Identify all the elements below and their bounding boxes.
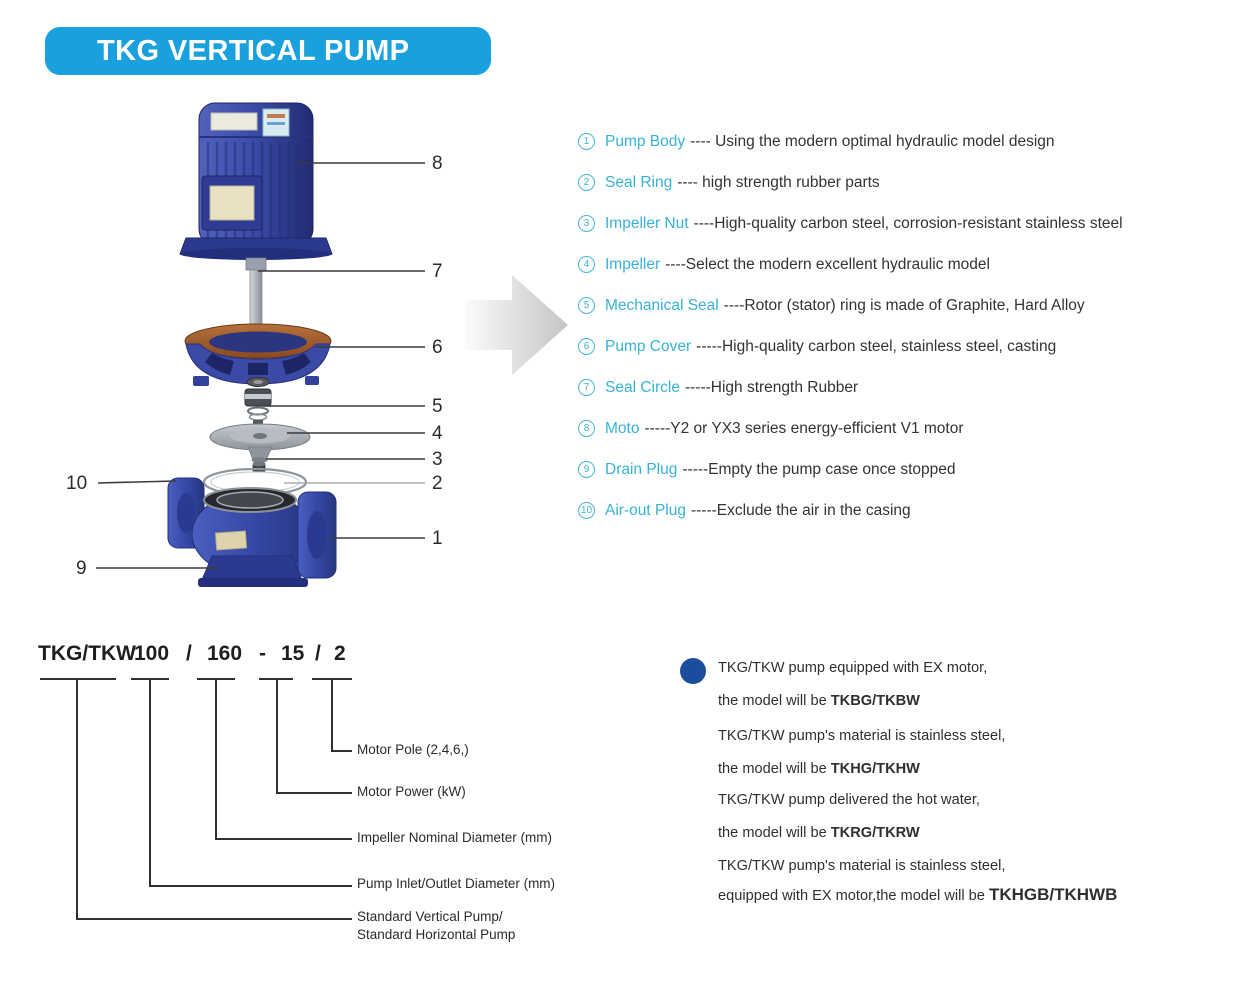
part-number-badge: 10 [578, 502, 595, 519]
bullet-icon [680, 658, 706, 684]
part-item-pump-body [578, 121, 1234, 162]
model-nomenclature [0, 628, 620, 978]
part-number-badge: 8 [578, 420, 595, 437]
note-line [718, 885, 1117, 905]
part-number-badge: 1 [578, 133, 595, 150]
impeller [210, 424, 310, 463]
pump-cover [185, 324, 331, 386]
callout-number-1: 1 [432, 528, 443, 549]
part-name: Air-out Plug [605, 501, 686, 519]
part-item-impeller-nut [578, 203, 1234, 244]
motor-nameplate [211, 113, 257, 130]
variant-model-code: TKBG/TKBW [830, 693, 920, 709]
note-text: the model will be [718, 693, 831, 709]
label-motor-pole: Motor Pole (2,4,6,) [357, 742, 469, 757]
part-number-badge: 6 [578, 338, 595, 355]
connector-line [276, 792, 352, 794]
connector-line [331, 678, 333, 750]
part-item-seal-ring [578, 162, 1234, 203]
note-line [718, 761, 920, 777]
part-description: -----Y2 or YX3 series energy-efficient V1 motor [644, 419, 964, 437]
part-name: Impeller [605, 255, 661, 273]
part-item-seal-circle [578, 367, 1234, 408]
part-item-motor [578, 408, 1234, 449]
part-number-badge: 7 [578, 379, 595, 396]
variant-model-code: TKHG/TKHW [830, 761, 920, 777]
label-horizontal-pump: Standard Horizontal Pump [357, 927, 516, 942]
part-description: -----Empty the pump case once stopped [682, 460, 956, 478]
note-line: TKG/TKW pump's material is stainless steel, [718, 858, 1006, 874]
model-segment-inlet-outlet: 100 [134, 642, 170, 665]
part-name: Seal Circle [605, 378, 680, 396]
pump-exploded-diagram [0, 90, 580, 610]
callout-number-10: 10 [66, 473, 88, 494]
note-line [718, 693, 920, 709]
part-item-impeller [578, 244, 1234, 285]
connector-line [76, 918, 352, 920]
body-nameplate [215, 531, 246, 550]
underline-bar [40, 678, 116, 680]
page-title: TKG VERTICAL PUMP [97, 34, 410, 67]
mechanical-seal [245, 378, 271, 427]
label-vertical-pump: Standard Vertical Pump/ [357, 909, 503, 924]
impeller-nut [253, 462, 266, 473]
connector-line [215, 838, 352, 840]
part-item-pump-cover [578, 326, 1234, 367]
part-description: ----Rotor (stator) ring is made of Graphite, Hard Alloy [723, 296, 1085, 314]
part-number-badge: 9 [578, 461, 595, 478]
part-description: ----High-quality carbon steel, corrosion-resistant stainless steel [693, 214, 1123, 232]
part-number-badge: 4 [578, 256, 595, 273]
variant-model-code: TKRG/TKRW [830, 825, 920, 841]
part-description: -----Exclude the air in the casing [690, 501, 911, 519]
model-separator: / [186, 642, 192, 665]
model-segment-series: TKG/TKW [38, 642, 136, 665]
part-item-drain-plug [578, 449, 1234, 490]
connector-line [215, 678, 217, 838]
part-name: Pump Body [605, 132, 686, 150]
part-item-mechanical-seal [578, 285, 1234, 326]
title-banner [45, 27, 491, 75]
parts-list [578, 121, 1234, 531]
model-segment-motor-power: 15 [281, 642, 305, 665]
part-name: Seal Ring [605, 173, 673, 191]
model-variant-notes [678, 652, 1178, 952]
part-number-badge: 2 [578, 174, 595, 191]
part-name: Drain Plug [605, 460, 678, 478]
part-name: Mechanical Seal [605, 296, 719, 314]
variant-model-code: TKHGB/TKHWB [988, 885, 1118, 904]
model-separator: / [315, 642, 321, 665]
part-description: ---- high strength rubber parts [677, 173, 880, 191]
label-inlet-outlet: Pump Inlet/Outlet Diameter (mm) [357, 876, 556, 891]
model-segment-motor-pole: 2 [334, 642, 346, 665]
label-impeller-dia: Impeller Nominal Diameter (mm) [357, 830, 553, 845]
part-description: ----Select the modern excellent hydraulic model [665, 255, 990, 273]
part-name: Pump Cover [605, 337, 692, 355]
callout-number-7: 7 [432, 261, 443, 282]
part-description: ---- Using the modern optimal hydraulic model design [690, 132, 1055, 150]
note-line [718, 825, 920, 841]
callout-number-3: 3 [432, 449, 443, 470]
part-name: Moto [605, 419, 640, 437]
right-arrow-icon [465, 275, 568, 375]
connector-line [76, 678, 78, 918]
part-number-badge: 3 [578, 215, 595, 232]
note-text: the model will be [718, 761, 831, 777]
part-item-air-out-plug [578, 490, 1234, 531]
model-separator: - [259, 642, 266, 665]
callout-number-8: 8 [432, 153, 443, 174]
part-description: -----High-quality carbon steel, stainless steel, casting [696, 337, 1057, 355]
callout-number-9: 9 [76, 558, 87, 579]
callout-line-10 [98, 481, 176, 483]
callout-number-6: 6 [432, 337, 443, 358]
note-text: the model will be [718, 825, 831, 841]
model-segment-impeller-dia: 160 [207, 642, 243, 665]
connector-line [149, 885, 352, 887]
part-description: -----High strength Rubber [684, 378, 859, 396]
pump-body [168, 478, 336, 587]
motor [180, 103, 332, 260]
note-text: equipped with EX motor,the model will be [718, 888, 989, 904]
note-line: TKG/TKW pump delivered the hot water, [718, 792, 980, 808]
connector-line [331, 750, 352, 752]
callout-number-5: 5 [432, 396, 443, 417]
part-name: Impeller Nut [605, 214, 689, 232]
note-line: TKG/TKW pump's material is stainless steel, [718, 728, 1006, 744]
connector-line [276, 678, 278, 792]
connector-line [149, 678, 151, 885]
note-line: TKG/TKW pump equipped with EX motor, [718, 660, 988, 676]
part-number-badge: 5 [578, 297, 595, 314]
label-motor-power: Motor Power (kW) [357, 784, 466, 799]
callout-number-4: 4 [432, 423, 443, 444]
callout-number-2: 2 [432, 473, 443, 494]
